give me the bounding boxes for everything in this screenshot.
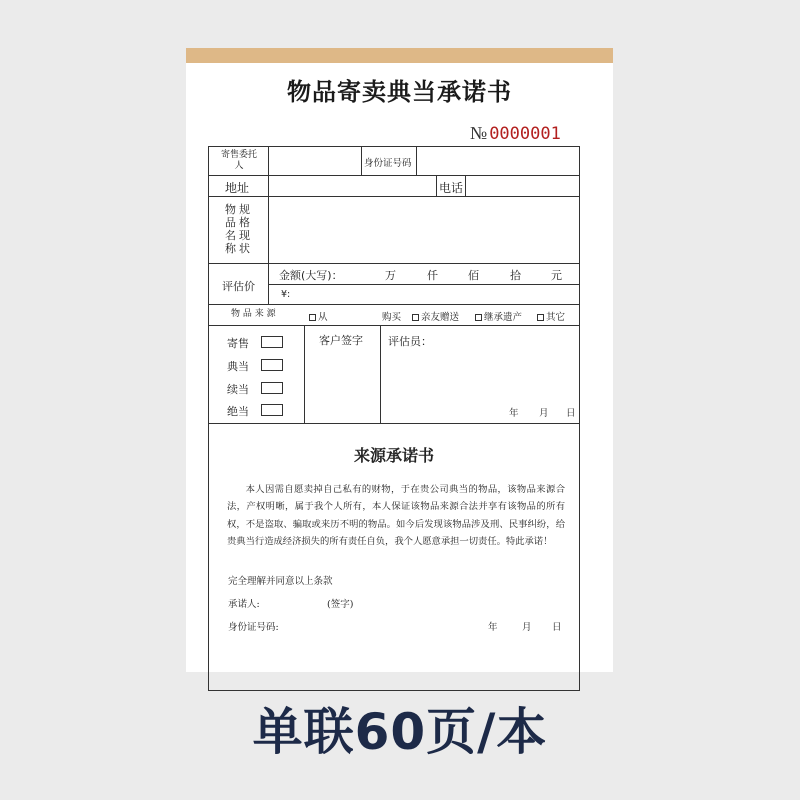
serial-number [470, 123, 561, 144]
source-option-from[interactable]: 从 [309, 309, 328, 323]
pledge-heading: 来源承诺书 [353, 446, 434, 465]
consignor-field[interactable] [270, 149, 358, 173]
type-forfeit-checkbox[interactable] [261, 404, 283, 416]
signature-label: (签字) [327, 599, 354, 610]
type-pawn-checkbox[interactable] [261, 359, 283, 371]
top-color-band [186, 48, 613, 63]
valuation-label: 评估价 [222, 280, 255, 293]
source-option-gift[interactable]: 亲友赠送 [412, 309, 459, 323]
amount-unit-bai: 佰 [468, 269, 479, 282]
address-label: 地址 [225, 181, 250, 195]
source-option-purchase: 购买 [382, 312, 402, 323]
consignor-label: 寄售委托人 [220, 150, 257, 171]
pledge-year-label: 年 [488, 622, 498, 633]
appraisal-day-label: 日 [566, 408, 576, 419]
id-number-field[interactable] [418, 149, 576, 173]
customer-signature-label: 客户签字 [319, 334, 363, 347]
appraiser-field[interactable] [382, 347, 578, 397]
amount-unit-wan: 万 [385, 269, 396, 282]
amount-unit-shi: 拾 [510, 269, 521, 282]
type-forfeit-label: 绝当 [227, 405, 249, 418]
amount-unit-qian: 仟 [427, 269, 438, 282]
customer-signature-field[interactable] [306, 347, 378, 421]
product-caption: 单联60页/本 [252, 703, 548, 761]
type-consign-checkbox[interactable] [261, 336, 283, 348]
id-number-label: 身份证号码 [364, 158, 412, 169]
type-pawn-label: 典当 [227, 360, 249, 373]
address-field[interactable] [270, 177, 434, 195]
pledge-month-label: 月 [522, 622, 532, 633]
source-option-other[interactable]: 其它 [537, 309, 565, 323]
type-renew-label: 续当 [227, 383, 249, 396]
appraisal-month-label: 月 [539, 408, 549, 419]
agreement-text: 完全理解并同意以上条款 [228, 576, 333, 587]
type-renew-checkbox[interactable] [261, 382, 283, 394]
type-consign-label: 寄售 [227, 337, 249, 350]
phone-label: 电话 [439, 181, 464, 195]
amount-unit-yuan: 元 [551, 269, 562, 282]
appraisal-year-label: 年 [509, 408, 519, 419]
pledge-id-field[interactable] [283, 616, 473, 632]
promisor-signature-field[interactable] [269, 593, 325, 609]
phone-field[interactable] [467, 177, 577, 195]
item-description-field[interactable] [270, 198, 578, 261]
pledge-body: 本人因需自愿卖掉自己私有的财物，于在贵公司典当的物品，该物品来源合法，产权明晰，属于我个人所有，本人保证该物品来源合法并享有该物品的所有权，不是盗取、骗取或来历不明的物品。如今后发现该物品涉及刑、民事纠纷，给贵典当行造成经济损失的所有责任自负，我个人愿意承担一切责任。特此承诺！ [227, 484, 565, 547]
source-option-inheritance[interactable]: 继承遗产 [475, 309, 522, 323]
serial-value: 0000001 [489, 124, 561, 144]
promisor-label: 承诺人: [228, 599, 260, 610]
item-label: 物规品格名现称状 [225, 203, 253, 255]
document-title: 物品寄卖典当承诺书 [287, 77, 512, 106]
serial-prefix: № [470, 123, 488, 143]
yen-label: ¥: [281, 289, 291, 300]
amount-label: 金额(大写)： [279, 269, 343, 282]
source-label: 物 品 来 源 [231, 309, 276, 319]
form-table [208, 146, 580, 691]
appraiser-label: 评估员： [388, 335, 432, 348]
form-sheet [186, 48, 613, 672]
pledge-id-label: 身份证号码: [228, 622, 279, 633]
pledge-day-label: 日 [552, 622, 562, 633]
